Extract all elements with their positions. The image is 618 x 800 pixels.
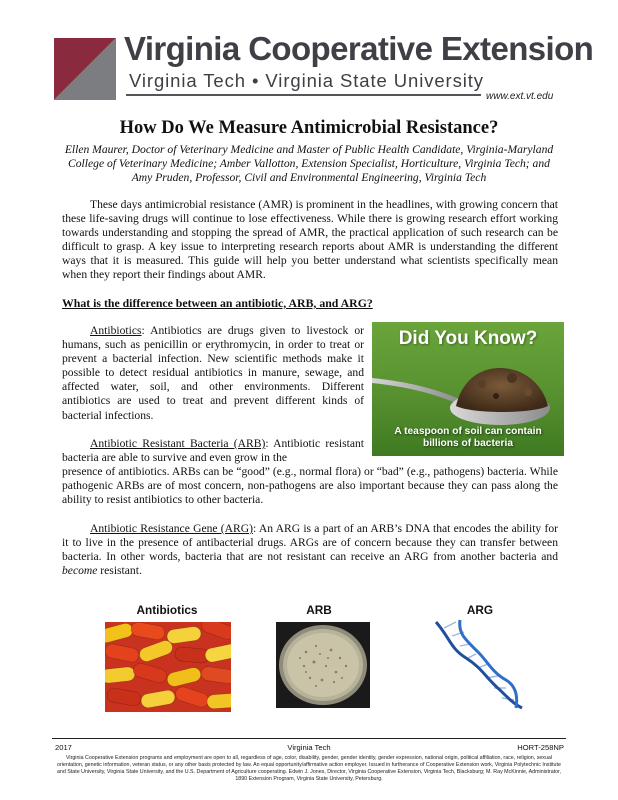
footer-institution: Virginia Tech [287,743,331,752]
did-you-know-caption [372,426,564,450]
arb-definition-start: : Antibiotic resistant bacteria are able to survive and even grow in the [62,437,364,465]
petri-dish-image [276,622,370,708]
arg-emphasis: become [62,564,98,578]
header-rule [126,94,481,96]
arb-term: Antibiotic Resistant Bacteria (ARB) [90,437,266,450]
intro-paragraph: These days antimicrobial resistance (AMR) is prominent in the headlines, with growing concern that these life-saving drugs will continue to lose effectiveness. While there is growing research effort working towards understanding and stopping the spread of AMR, the practical application of such research can be difficult to grasp. A key issue to interpreting research reports about AMR is understanding the different ways that it is measured. This guide will help you better understand what scientists specifically mean when they report their findings about AMR. [62,198,558,282]
website-link[interactable]: www.ext.vt.edu [486,91,554,102]
antibiotics-paragraph [62,324,364,423]
did-you-know-title: Did You Know? [398,328,538,349]
vce-logo-mark [54,38,116,100]
arg-term: Antibiotic Resistance Gene (ARG) [90,522,253,535]
arb-paragraph-start [62,437,364,465]
antibiotics-term: Antibiotics [90,324,142,337]
footer-year: 2017 [55,743,72,752]
antibiotics-definition: : Antibiotics are drugs given to livestock or humans, such as penicillin or erythromycin, in order to treat or prevent a bacterial infection. New scientific methods make it possible to detect residual antibiotics in manure, sewage, and affected water, soil, and other environments. Different antibiotics are used to treat and prevent different kinds of bacterial infections. [62,324,364,422]
figure-label-arg: ARG [466,603,494,617]
did-you-know-photo [372,322,564,456]
footer-notice: Virginia Cooperative Extension programs and employment are open to all, regardless of age, color, disability, gender, gender identity, gender expression, national origin, political affiliation, race, religion, sexual orientation, genetic information, veteran status, or any other basis protected by law. An equal opportunity/affirmative action employer. Issued in furtherance of Cooperative Extension work, Virginia Polytechnic Institute and State University, Virginia State University, and the U.S. Department of Agriculture cooperating. Edwin J. Jones, Director, Virginia Cooperative Extension, Virginia Tech, Blacksburg; M. Ray McKinnie, Administrator, 1890 Extension Program, Virginia State University, Petersburg. [56,755,562,782]
arg-paragraph [62,522,558,578]
arg-definition: : An ARG is a part of an ARB’s DNA that encodes the ability for it to live in the presence of antibacterial drugs. ARGs are of concern because they can transfer between bacteria. In other words, bacteria that are not resistant can receive an ARG from another bacteria and [62,522,558,564]
arg-definition-end: resistant. [97,564,142,578]
footer-rule [52,738,566,739]
author-list: Ellen Maurer, Doctor of Veterinary Medicine and Master of Public Health Candidate, Virginia-Maryland College of Veterinary Medicine; Amber Vallotton, Extension Specialist, Horticulture, Virginia Tech; and Amy Pruden, Professor, Civil and Environmental Engineering, Virginia Tech [64,143,554,184]
publication-code: HORT-258NP [517,743,564,752]
page-title: How Do We Measure Antimicrobial Resistance? [119,118,499,138]
caption-line-2: billions of bacteria [422,438,513,449]
figure-label-arb: ARB [306,603,332,617]
figure-label-antibiotics: Antibiotics [136,603,198,617]
dna-helix-image [430,618,528,710]
brand-universities: Virginia Tech • Virginia State University [129,70,484,91]
brand-name: Virginia Cooperative Extension [124,30,594,67]
caption-line-1: A teaspoon of soil can contain [394,426,542,437]
arb-paragraph-continued: presence of antibiotics. ARBs can be “good” (e.g., normal flora) or “bad” (e.g., pathogens) bacteria. While pathogenic ARBs are of most concern, non-pathogens are also important because they can pass along the ability to resist antibiotics to other bacteria. [62,465,558,507]
section-heading: What is the difference between an antibiotic, ARB, and ARG? [62,296,373,310]
antibiotic-pills-image [105,622,231,712]
